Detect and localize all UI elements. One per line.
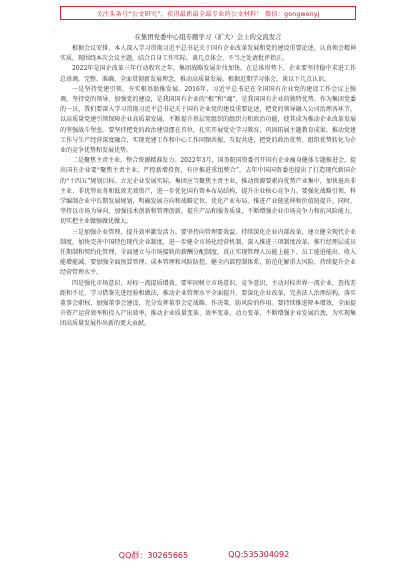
paragraph: 三是加强企业管理，提升效率激发活力。要坚持向管理要效益，持续深化企业内部改革，建立健全现代企业制度，加快完善中国特色现代企业制度，进一步健全市场化经营机制，深入推进三项制度改革，推行经理层成员任期制和契约化管理，全面建立与市场接轨的薪酬分配制度，真正实现管理人员能上能下、员工能进能出、收入能增能减。要加强全面预算管理、成本管理和风险防控，健全内部控制体系，防范化解重大风险，持续提升企业经营管理水平。 xyxy=(60,228,356,277)
paragraph: 二是聚焦主责主业，整合资源精准发力。2022年3月，国务院国资委召开国有企业瘦身健体专题推进会，提出国有企业要“聚焦主责主业，严控新增投资，有序推进重组整合”。去年中国国资委也提出了打造现代新国企的“十四五”规划目标。立足企业发展实际，集团应当聚焦主责主业，推动资源要素向优势产业集中，加快退出非主业、非优势业务和低效无效资产，进一步优化国有资本布局结构，提升企业核心竞争力。要强化战略引领，科学编制企业中长期发展规划，明确发展方向和战略定位，优化产业布局，推进产业链延伸和价值链提升。同时，坚持以市场为导向，加强技术创新和管理创新，提升产品和服务质量，不断增强企业市场竞争力和抗风险能力，切实把主业做强做优做大。 xyxy=(60,157,356,226)
footer-qq: QQ:535304092 xyxy=(228,550,290,559)
header-banner: 关注头条号“公文研究”，获得最新最全最专业的公文材料！ 微信：gongwenyj xyxy=(60,6,356,20)
paragraph: 2022年是国企改革三年行动收官之年，集团战略发展步伐加快，在总体形势下，企业要坚持稳中求进工作总基调，完整、准确、全面贯彻新发展理念，推动高质量发展。根据近期学习体会，谈以下几点认识。 xyxy=(60,65,356,83)
document-title: 在集团党委中心组专题学习（扩大）会上的交流发言 xyxy=(134,33,282,41)
paragraph: 根据会议安排，本人深入学习贯彻习近平总书记关于国有企业改革发展和党的建设重要论述，认真领会精神实质，现围绕本次会议主题，结合自身工作实际，谈几点体会，不当之处请批评指正。 xyxy=(60,45,356,63)
document-body xyxy=(60,32,356,532)
footer-contact xyxy=(0,550,408,564)
paragraph: 四是强化市场意识，对标一流提质增效。要牢固树立市场意识、竞争意识，主动对标世界一流企业，查找差距和不足，学习借鉴先进经验和做法，推动企业管理水平全面提升。要深化企业改革，完善法人治理结构，落实董事会职权，加强董事会建设，充分发挥董事会定战略、作决策、防风险的作用。要持续推进降本增效，全面提升资产运营效率和投入产出效率，推动企业质量变革、效率变革、动力变革，不断增强企业发展后劲，为实现集团高质量发展作出新的更大贡献。 xyxy=(60,279,356,328)
paragraph: 一是坚持党建引领，夯实根基助推发展。2016年，习近平总书记在全国国有企业党的建设工作会议上强调，坚持党的领导、加强党的建设，是我国国有企业的“根”和“魂”，是我国国有企业的独特优势。作为集团党委的一员，我们要深入学习贯彻习近平总书记关于国有企业党的建设重要论述，把党的领导融入公司治理各环节，以高质量党建引领保障企业高质量发展，不断提升基层党组织的组织力和政治功能，使其成为推动企业改革发展的坚强战斗堡垒。要坚持把党的政治建设摆在首位，扎实开展党史学习教育，巩固拓展主题教育成果，推动党建工作与生产经营深度融合，实现党建工作和中心工作同频共振、互促共进，把党的政治优势、组织优势转化为企业的竞争优势和发展优势。 xyxy=(60,85,356,155)
footer-qq-group: QQ群：30265665 xyxy=(118,551,189,560)
